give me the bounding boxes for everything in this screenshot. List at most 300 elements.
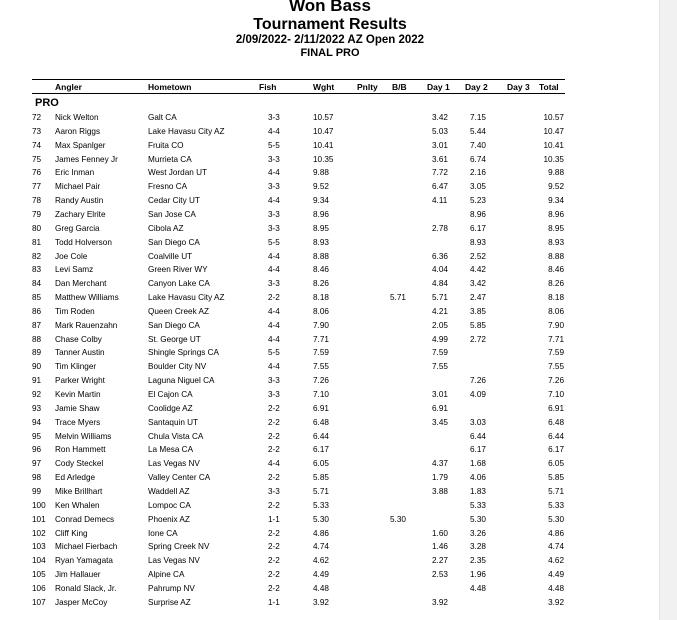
table-row xyxy=(0,404,660,418)
page-scrollbar[interactable] xyxy=(659,0,677,620)
angler-cell: Michael Pair xyxy=(55,182,101,192)
table-row xyxy=(0,279,660,293)
fish-count-cell: 3-3 xyxy=(268,279,280,289)
total-cell: 9.88 xyxy=(548,168,564,178)
fish-count-cell: 3-3 xyxy=(268,182,280,192)
total-cell: 4.62 xyxy=(548,556,564,566)
place-cell: 85 xyxy=(32,293,42,302)
total-cell: 8.95 xyxy=(548,223,564,233)
place-cell: 88 xyxy=(32,334,42,344)
total-cell: 10.41 xyxy=(543,140,564,150)
table-row xyxy=(0,307,660,321)
big-bass-cell: 5.30 xyxy=(390,514,406,524)
report-dates: 2/09/2022- 2/11/2022 AZ Open 2022 xyxy=(235,34,425,46)
total-cell: 4.49 xyxy=(548,570,564,579)
day1-cell: 4.37 xyxy=(432,459,448,469)
angler-cell: Ron Hammett xyxy=(55,445,106,455)
place-cell: 91 xyxy=(32,376,42,386)
hometown-cell: Santaquin UT xyxy=(148,417,199,427)
angler-cell: Max Spanlger xyxy=(55,140,106,150)
angler-cell: Todd Holverson xyxy=(55,237,112,247)
report-title: Won Bass xyxy=(289,0,371,15)
hometown-cell: San Jose CA xyxy=(148,209,196,219)
fish-count-cell: 4-4 xyxy=(268,265,280,275)
total-cell: 4.48 xyxy=(548,583,564,593)
place-cell: 95 xyxy=(32,431,42,441)
place-cell: 106 xyxy=(32,583,46,593)
hometown-cell: Laguna Niguel CA xyxy=(148,376,215,386)
angler-cell: Zachary Elrite xyxy=(55,209,106,219)
total-cell: 7.59 xyxy=(548,348,564,358)
day1-cell: 4.21 xyxy=(432,306,448,316)
weight-cell: 4.74 xyxy=(313,542,329,552)
total-cell: 8.18 xyxy=(548,293,564,302)
table-row xyxy=(0,501,660,515)
fish-count-cell: 3-3 xyxy=(268,376,280,386)
table-row xyxy=(0,127,660,141)
hometown-cell: Boulder City NV xyxy=(148,362,207,372)
place-cell: 75 xyxy=(32,154,42,164)
angler-cell: Parker Wright xyxy=(55,376,105,386)
fish-count-cell: 3-3 xyxy=(268,113,280,122)
day2-cell: 1.96 xyxy=(470,570,486,579)
hometown-cell: Spring Creek NV xyxy=(148,542,210,552)
day2-cell: 2.35 xyxy=(470,556,486,566)
place-cell: 93 xyxy=(32,403,42,413)
total-cell: 6.05 xyxy=(548,459,564,469)
table-row xyxy=(0,155,660,169)
table-row xyxy=(0,321,660,335)
weight-cell: 10.35 xyxy=(313,154,334,164)
hometown-cell: Las Vegas NV xyxy=(148,556,200,566)
hometown-cell: Lompoc CA xyxy=(148,500,191,510)
day1-cell: 3.42 xyxy=(432,113,448,122)
table-row xyxy=(0,584,660,598)
day1-cell: 4.84 xyxy=(432,279,448,289)
hometown-cell: Canyon Lake CA xyxy=(148,279,210,289)
hometown-cell: Galt CA xyxy=(148,113,177,122)
total-cell: 6.91 xyxy=(548,403,564,413)
day2-cell: 5.23 xyxy=(470,196,486,206)
table-row xyxy=(0,293,660,307)
day1-cell: 1.46 xyxy=(432,542,448,552)
day2-cell: 5.44 xyxy=(470,126,486,136)
angler-cell: Conrad Demecs xyxy=(55,514,115,524)
weight-cell: 8.93 xyxy=(313,237,329,247)
col-header-total: Total xyxy=(539,82,559,92)
place-cell: 89 xyxy=(32,348,42,358)
big-bass-cell: 5.71 xyxy=(390,293,406,302)
weight-cell: 7.59 xyxy=(313,348,329,358)
fish-count-cell: 1-1 xyxy=(268,514,280,524)
place-cell: 97 xyxy=(32,459,42,469)
day1-cell: 6.36 xyxy=(432,251,448,261)
day1-cell: 7.55 xyxy=(432,362,448,372)
fish-count-cell: 4-4 xyxy=(268,251,280,261)
day1-cell: 7.72 xyxy=(432,168,448,178)
weight-cell: 9.52 xyxy=(313,182,329,192)
angler-cell: Tanner Austin xyxy=(55,348,105,358)
day2-cell: 7.15 xyxy=(470,113,486,122)
fish-count-cell: 4-4 xyxy=(268,306,280,316)
table-row xyxy=(0,487,660,501)
day2-cell: 3.28 xyxy=(470,542,486,552)
place-cell: 101 xyxy=(32,514,46,524)
hometown-cell: Cedar City UT xyxy=(148,196,200,206)
hometown-cell: West Jordan UT xyxy=(148,168,207,178)
col-header-day1: Day 1 xyxy=(427,82,450,92)
table-row xyxy=(0,348,660,362)
total-cell: 8.88 xyxy=(548,251,564,261)
place-cell: 94 xyxy=(32,417,42,427)
place-cell: 99 xyxy=(32,486,42,496)
day1-cell: 1.79 xyxy=(432,473,448,483)
place-cell: 103 xyxy=(32,542,46,552)
place-cell: 100 xyxy=(32,500,46,510)
weight-cell: 7.55 xyxy=(313,362,329,372)
hometown-cell: Phoenix AZ xyxy=(148,514,190,524)
fish-count-cell: 3-3 xyxy=(268,390,280,399)
fish-count-cell: 5-5 xyxy=(268,348,280,358)
table-row xyxy=(0,238,660,252)
total-cell: 5.71 xyxy=(548,486,564,496)
weight-cell: 8.96 xyxy=(313,209,329,219)
fish-count-cell: 2-2 xyxy=(268,403,280,413)
weight-cell: 6.17 xyxy=(313,445,329,455)
day2-cell: 6.74 xyxy=(470,154,486,164)
hometown-cell: Cibola AZ xyxy=(148,223,184,233)
table-row xyxy=(0,570,660,584)
day2-cell: 6.17 xyxy=(470,445,486,455)
total-cell: 10.57 xyxy=(543,113,564,122)
fish-count-cell: 5-5 xyxy=(268,237,280,247)
angler-cell: Tim Klinger xyxy=(55,362,97,372)
day1-cell: 5.71 xyxy=(432,293,448,302)
angler-cell: Trace Myers xyxy=(55,417,101,427)
place-cell: 96 xyxy=(32,445,42,455)
table-row xyxy=(0,362,660,376)
col-header-wght: Wght xyxy=(313,82,335,92)
weight-cell: 9.34 xyxy=(313,196,329,206)
total-cell: 4.74 xyxy=(548,542,564,552)
weight-cell: 6.05 xyxy=(313,459,329,469)
angler-cell: Dan Merchant xyxy=(55,279,107,289)
day1-cell: 2.78 xyxy=(432,223,448,233)
day2-cell: 2.47 xyxy=(470,293,486,302)
table-row xyxy=(0,252,660,266)
angler-cell: Ronald Slack, Jr. xyxy=(55,583,117,593)
col-header-bb: B/B xyxy=(392,82,407,92)
angler-cell: Chase Colby xyxy=(55,334,102,344)
weight-cell: 4.62 xyxy=(313,556,329,566)
place-cell: 79 xyxy=(32,209,42,219)
fish-count-cell: 3-3 xyxy=(268,223,280,233)
table-row xyxy=(0,196,660,210)
day2-cell: 7.40 xyxy=(470,140,486,150)
hometown-cell: Lake Havasu City AZ xyxy=(148,293,225,302)
total-cell: 8.96 xyxy=(548,209,564,219)
hometown-cell: Queen Creek AZ xyxy=(148,306,209,316)
table-row xyxy=(0,168,660,182)
total-cell: 10.35 xyxy=(543,154,564,164)
day2-cell: 2.72 xyxy=(470,334,486,344)
hometown-cell: St. George UT xyxy=(148,334,201,344)
hometown-cell: Green River WY xyxy=(148,265,208,275)
weight-cell: 7.71 xyxy=(313,334,329,344)
place-cell: 105 xyxy=(32,570,46,579)
day1-cell: 2.27 xyxy=(432,556,448,566)
col-header-day3: Day 3 xyxy=(507,82,530,92)
place-cell: 80 xyxy=(32,223,42,233)
weight-cell: 5.30 xyxy=(313,514,329,524)
weight-cell: 6.91 xyxy=(313,403,329,413)
total-cell: 5.33 xyxy=(548,500,564,510)
day2-cell: 4.48 xyxy=(470,583,486,593)
day2-cell: 8.93 xyxy=(470,237,486,247)
fish-count-cell: 3-3 xyxy=(268,154,280,164)
fish-count-cell: 2-2 xyxy=(268,570,280,579)
total-cell: 9.52 xyxy=(548,182,564,192)
total-cell: 7.55 xyxy=(548,362,564,372)
weight-cell: 10.57 xyxy=(313,113,334,122)
weight-cell: 5.85 xyxy=(313,473,329,483)
angler-cell: Jim Hallauer xyxy=(55,570,101,579)
table-row xyxy=(0,432,660,446)
col-header-angler: Angler xyxy=(55,82,82,92)
place-cell: 81 xyxy=(32,237,42,247)
angler-cell: Cody Steckel xyxy=(55,459,104,469)
angler-cell: Cliff King xyxy=(55,528,88,538)
place-cell: 92 xyxy=(32,390,42,399)
fish-count-cell: 2-2 xyxy=(268,293,280,302)
table-row xyxy=(0,335,660,349)
total-cell: 6.17 xyxy=(548,445,564,455)
hometown-cell: Ione CA xyxy=(148,528,178,538)
place-cell: 78 xyxy=(32,196,42,206)
place-cell: 72 xyxy=(32,113,42,122)
fish-count-cell: 4-4 xyxy=(268,362,280,372)
day2-cell: 6.17 xyxy=(470,223,486,233)
total-cell: 7.90 xyxy=(548,320,564,330)
table-row xyxy=(0,210,660,224)
weight-cell: 10.41 xyxy=(313,140,334,150)
day1-cell: 1.60 xyxy=(432,528,448,538)
fish-count-cell: 3-3 xyxy=(268,486,280,496)
day2-cell: 7.26 xyxy=(470,376,486,386)
col-header-fish: Fish xyxy=(259,82,277,92)
fish-count-cell: 2-2 xyxy=(268,445,280,455)
hometown-cell: Pahrump NV xyxy=(148,583,195,593)
day2-cell: 1.83 xyxy=(470,486,486,496)
angler-cell: Mark Rauenzahn xyxy=(55,320,118,330)
fish-count-cell: 2-2 xyxy=(268,583,280,593)
angler-cell: Michael Fierbach xyxy=(55,542,118,552)
angler-cell: Levi Samz xyxy=(55,265,94,275)
table-row xyxy=(0,445,660,459)
day1-cell: 7.59 xyxy=(432,348,448,358)
hometown-cell: La Mesa CA xyxy=(148,445,194,455)
place-cell: 90 xyxy=(32,362,42,372)
place-cell: 107 xyxy=(32,597,46,607)
fish-count-cell: 2-2 xyxy=(268,556,280,566)
place-cell: 74 xyxy=(32,140,42,150)
day2-cell: 3.05 xyxy=(470,182,486,192)
angler-cell: Melvin Williams xyxy=(55,431,112,441)
day2-cell: 3.85 xyxy=(470,306,486,316)
day2-cell: 5.30 xyxy=(470,514,486,524)
day2-cell: 4.09 xyxy=(470,390,486,399)
table-row xyxy=(0,265,660,279)
table-row xyxy=(0,556,660,570)
weight-cell: 5.33 xyxy=(313,500,329,510)
fish-count-cell: 4-4 xyxy=(268,168,280,178)
section-label-pro: PRO xyxy=(35,97,59,109)
hometown-cell: Chula Vista CA xyxy=(148,431,204,441)
table-row xyxy=(0,141,660,155)
total-cell: 10.47 xyxy=(543,126,564,136)
fish-count-cell: 5-5 xyxy=(268,140,280,150)
hometown-cell: Fresno CA xyxy=(148,182,188,192)
fish-count-cell: 2-2 xyxy=(268,417,280,427)
hometown-cell: Fruita CO xyxy=(148,140,184,150)
weight-cell: 6.48 xyxy=(313,417,329,427)
total-cell: 5.30 xyxy=(548,514,564,524)
weight-cell: 8.06 xyxy=(313,306,329,316)
total-cell: 7.10 xyxy=(548,390,564,399)
fish-count-cell: 4-4 xyxy=(268,334,280,344)
weight-cell: 3.92 xyxy=(313,597,329,607)
day2-cell: 3.42 xyxy=(470,279,486,289)
weight-cell: 7.90 xyxy=(313,320,329,330)
day1-cell: 2.53 xyxy=(432,570,448,579)
place-cell: 84 xyxy=(32,279,42,289)
table-row xyxy=(0,376,660,390)
table-row xyxy=(0,224,660,238)
day1-cell: 3.92 xyxy=(432,597,448,607)
angler-cell: Randy Austin xyxy=(55,196,104,206)
weight-cell: 8.46 xyxy=(313,265,329,275)
weight-cell: 4.86 xyxy=(313,528,329,538)
weight-cell: 8.95 xyxy=(313,223,329,233)
hometown-cell: Valley Center CA xyxy=(148,473,211,483)
place-cell: 82 xyxy=(32,251,42,261)
day1-cell: 4.99 xyxy=(432,334,448,344)
total-cell: 5.85 xyxy=(548,473,564,483)
day2-cell: 8.96 xyxy=(470,209,486,219)
place-cell: 87 xyxy=(32,320,42,330)
table-row xyxy=(0,515,660,529)
day2-cell: 3.03 xyxy=(470,417,486,427)
day1-cell: 6.91 xyxy=(432,403,448,413)
total-cell: 8.26 xyxy=(548,279,564,289)
hometown-cell: Coalville UT xyxy=(148,251,193,261)
weight-cell: 9.88 xyxy=(313,168,329,178)
fish-count-cell: 2-2 xyxy=(268,542,280,552)
day1-cell: 3.45 xyxy=(432,417,448,427)
hometown-cell: Coolidge AZ xyxy=(148,403,193,413)
fish-count-cell: 4-4 xyxy=(268,320,280,330)
day1-cell: 3.61 xyxy=(432,154,448,164)
day2-cell: 4.42 xyxy=(470,265,486,275)
fish-count-cell: 2-2 xyxy=(268,473,280,483)
weight-cell: 7.10 xyxy=(313,390,329,399)
total-cell: 4.86 xyxy=(548,528,564,538)
hometown-cell: Alpine CA xyxy=(148,570,185,579)
day1-cell: 3.88 xyxy=(432,486,448,496)
angler-cell: James Fenney Jr xyxy=(55,154,118,164)
hometown-cell: Surprise AZ xyxy=(148,597,191,607)
weight-cell: 5.71 xyxy=(313,486,329,496)
hometown-cell: Shingle Springs CA xyxy=(148,348,219,358)
day1-cell: 3.01 xyxy=(432,140,448,150)
place-cell: 98 xyxy=(32,473,42,483)
hometown-cell: San Diego CA xyxy=(148,320,200,330)
table-row xyxy=(0,473,660,487)
hometown-cell: El Cajon CA xyxy=(148,390,193,399)
table-row xyxy=(0,390,660,404)
angler-cell: Aaron Riggs xyxy=(55,126,101,136)
table-row xyxy=(0,113,660,127)
day2-cell: 2.16 xyxy=(470,168,486,178)
day2-cell: 4.06 xyxy=(470,473,486,483)
col-header-pnlty: Pnlty xyxy=(357,82,378,92)
fish-count-cell: 3-3 xyxy=(268,209,280,219)
hometown-cell: Lake Havasu City AZ xyxy=(148,126,225,136)
place-cell: 102 xyxy=(32,528,46,538)
fish-count-cell: 4-4 xyxy=(268,196,280,206)
angler-cell: Tim Roden xyxy=(55,306,95,316)
weight-cell: 8.26 xyxy=(313,279,329,289)
angler-cell: Joe Cole xyxy=(55,251,88,261)
day2-cell: 3.26 xyxy=(470,528,486,538)
angler-cell: Jasper McCoy xyxy=(55,597,108,607)
day1-cell: 4.11 xyxy=(432,196,448,206)
place-cell: 77 xyxy=(32,182,42,192)
weight-cell: 7.26 xyxy=(313,376,329,386)
report-division: FINAL PRO xyxy=(300,47,360,59)
angler-cell: Ken Whalen xyxy=(55,500,100,510)
fish-count-cell: 2-2 xyxy=(268,431,280,441)
table-row xyxy=(0,542,660,556)
weight-cell: 8.88 xyxy=(313,251,329,261)
report-subtitle: Tournament Results xyxy=(253,16,407,33)
total-cell: 8.93 xyxy=(548,237,564,247)
day2-cell: 5.85 xyxy=(470,320,486,330)
weight-cell: 8.18 xyxy=(313,293,329,302)
total-cell: 8.06 xyxy=(548,306,564,316)
col-header-hometown: Hometown xyxy=(148,82,192,92)
hometown-cell: Waddell AZ xyxy=(148,486,190,496)
place-cell: 76 xyxy=(32,168,42,178)
fish-count-cell: 2-2 xyxy=(268,500,280,510)
fish-count-cell: 1-1 xyxy=(268,597,280,607)
table-row xyxy=(0,182,660,196)
fish-count-cell: 4-4 xyxy=(268,459,280,469)
weight-cell: 10.47 xyxy=(313,126,334,136)
angler-cell: Nick Welton xyxy=(55,113,99,122)
place-cell: 86 xyxy=(32,306,42,316)
day2-cell: 1.68 xyxy=(470,459,486,469)
table-row xyxy=(0,529,660,543)
angler-cell: Jamie Shaw xyxy=(55,403,100,413)
day1-cell: 4.04 xyxy=(432,265,448,275)
angler-cell: Eric Inman xyxy=(55,168,95,178)
day1-cell: 2.05 xyxy=(432,320,448,330)
place-cell: 73 xyxy=(32,126,42,136)
table-row xyxy=(0,598,660,612)
hometown-cell: Murrieta CA xyxy=(148,154,192,164)
total-cell: 8.46 xyxy=(548,265,564,275)
